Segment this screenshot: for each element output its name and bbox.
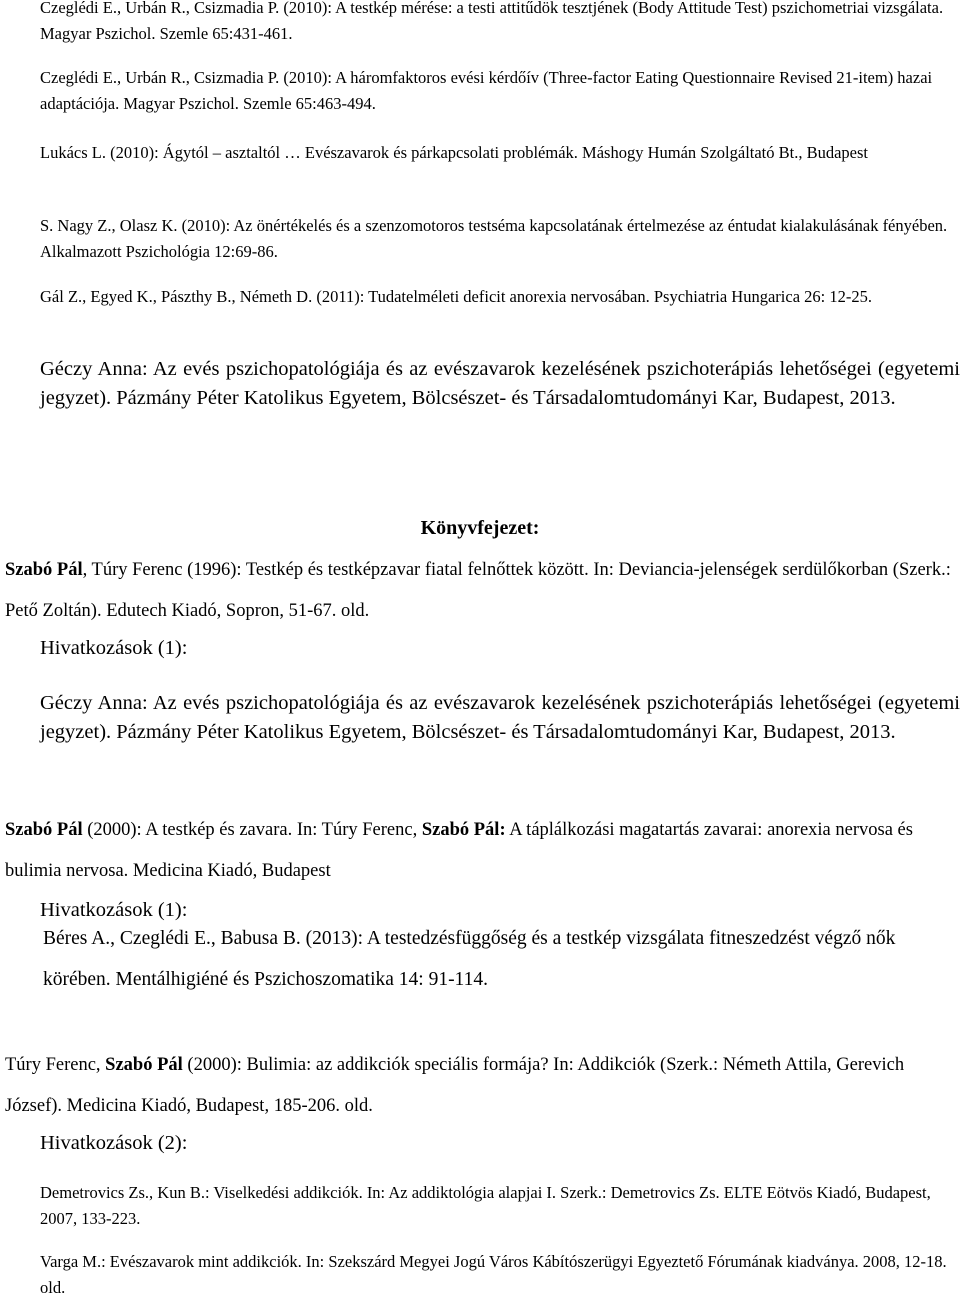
reference-entry: Czeglédi E., Urbán R., Csizmadia P. (2010): A háromfaktoros evési kérdőív (Three-factor Eating Questionnaire Revised 21-item) hazai adaptációja. Magyar Pszichol. Szemle 65:463-494. [40, 68, 933, 113]
reference-entry-geczy: Géczy Anna: Az evés pszichopatológiája és az evészavarok kezelésének pszichoterápiás lehetőségei (egyetemi jegyzet). Pázmány Péter Katolikus Egyetem, Bölcsészet- és Társadalomtudományi Kar, Budapest, 2013. [40, 358, 960, 409]
chapter-text: (2000): A testkép és zavara. In: Túry Ferenc, [82, 820, 422, 840]
author-name: Szabó Pál [5, 560, 83, 580]
citation-entry: Varga M.: Evészavarok mint addikciók. In: Szekszárd Megyei Jogú Város Kábítószerügyi Egyeztető Fórumának kiadványa. 2008, 12-18. old. [40, 1252, 947, 1297]
author-name: Szabó Pál: [421, 820, 506, 840]
chapter-entry [5, 1045, 955, 1127]
chapter-text: (2000): Bulimia: az addikciók speciális formája? In: Addikciók (Szerk.: Németh Attila, Gerevich József). Medicina Kiadó, Budapest, 185-206. old. [5, 1055, 905, 1116]
author-name: Szabó Pál [5, 820, 83, 840]
reference-entry: Gál Z., Egyed K., Pászthy B., Németh D. (2011): Tudatelméleti deficit anorexia nervosában. Psychiatria Hungarica 26: 12-25. [40, 287, 872, 306]
reference-entry: Lukács L. (2010): Ágytól – asztaltól … Evészavarok és párkapcsolati problémák. Máshogy Humán Szolgáltató Bt., Budapest [40, 143, 869, 162]
citation-entry: Demetrovics Zs., Kun B.: Viselkedési addikciók. In: Az addiktológia alapjai I. Szerk.: Demetrovics Zs. ELTE Eötvös Kiadó, Budapest, 2007, 133-223. [40, 1183, 931, 1228]
chapter-entry [5, 550, 955, 632]
reference-entry: Czeglédi E., Urbán R., Csizmadia P. (2010): A testkép mérése: a testi attitűdök tesztjének (Body Attitude Test) pszichometriai vizsgálata. Magyar Pszichol. Szemle 65:431-461. [40, 0, 944, 43]
chapter-text: Túry Ferenc, [5, 1055, 106, 1075]
citations-heading: Hivatkozások (1): [40, 899, 188, 921]
citations-heading: Hivatkozások (1): [40, 637, 188, 659]
citations-heading: Hivatkozások (2): [40, 1132, 188, 1154]
reference-entry: S. Nagy Z., Olasz K. (2010): Az önértékelés és a szenzomotoros testséma kapcsolatának értelmezése az éntudat kialakulásának fényében. Alkalmazott Pszichológia 12:69-86. [40, 216, 948, 261]
citation-entry: Géczy Anna: Az evés pszichopatológiája és az evészavarok kezelésének pszichoterápiás lehetőségei (egyetemi jegyzet). Pázmány Péter Katolikus Egyetem, Bölcsészet- és Társadalomtudományi Kar, Budapest, 2013. [40, 692, 960, 743]
section-heading: Könyvfejezet: [420, 517, 540, 539]
author-name: Szabó Pál [105, 1055, 183, 1075]
chapter-text: A táplálkozási magatartás zavarai: anorexia nervosa és bulimia nervosa. Medicina Kiadó, Budapest [5, 820, 913, 881]
citation-entry: Béres A., Czeglédi E., Babusa B. (2013): A testedzésfüggőség és a testkép vizsgálata fitneszedzést végző nők körében. Mentálhigiéné és Pszichoszomatika 14: 91-114. [43, 928, 896, 990]
chapter-entry [5, 810, 955, 892]
chapter-text: , Túry Ferenc (1996): Testkép és testképzavar fiatal felnőttek között. In: Deviancia-jelenségek serdülőkorban (Szerk.: Pető Zoltán). Edutech Kiadó, Sopron, 51-67. old. [5, 560, 951, 621]
